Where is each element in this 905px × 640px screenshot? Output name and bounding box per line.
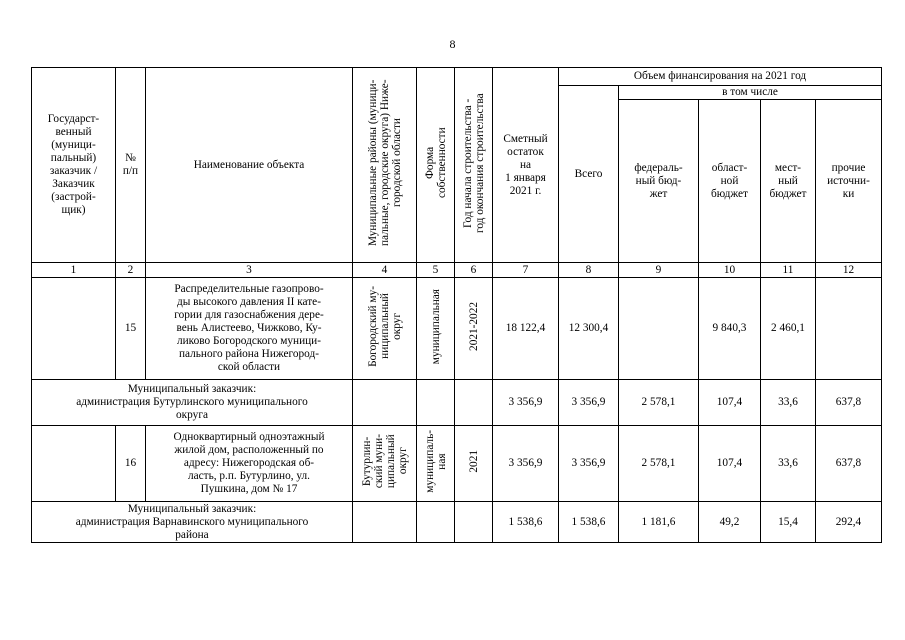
district-cell: Бутурлин- ский муни- ципальный округ [353, 426, 417, 502]
table-row-object-16 [32, 426, 882, 502]
federal-cell: 2 578,1 [619, 426, 699, 502]
customer-cell [32, 426, 116, 502]
estimate-cell: 1 538,6 [493, 502, 559, 543]
header-including: в том числе [619, 86, 882, 100]
total-cell: 12 300,4 [559, 278, 619, 380]
total-cell: 3 356,9 [559, 426, 619, 502]
header-local: мест- ный бюджет [761, 100, 816, 263]
column-number: 11 [761, 263, 816, 278]
years-cell: 2021 [455, 426, 493, 502]
column-number: 4 [353, 263, 417, 278]
district-cell [353, 380, 417, 426]
column-number: 7 [493, 263, 559, 278]
financing-table [31, 67, 882, 543]
header-regional: област- ной бюджет [699, 100, 761, 263]
table-row-customer-varnavino [32, 502, 882, 543]
column-number: 5 [417, 263, 455, 278]
header-ownership: Форма собственности [417, 68, 455, 263]
district-cell [353, 502, 417, 543]
header-total: Всего [559, 86, 619, 263]
column-number: 12 [816, 263, 882, 278]
column-number: 10 [699, 263, 761, 278]
district-cell: Богородский му- ниципальный округ [353, 278, 417, 380]
header-estimate: Сметный остаток на 1 января 2021 г. [493, 68, 559, 263]
ownership-cell: муниципаль- ная [417, 426, 455, 502]
table-row-object-15 [32, 278, 882, 380]
row-number: 15 [116, 278, 146, 380]
column-number: 3 [146, 263, 353, 278]
header-num: № п/п [116, 68, 146, 263]
header-object-name: Наименование объекта [146, 68, 353, 263]
years-cell [455, 380, 493, 426]
federal-cell [619, 278, 699, 380]
years-cell: 2021-2022 [455, 278, 493, 380]
regional-cell: 107,4 [699, 380, 761, 426]
object-name: Распределительные газопрово- ды высокого давления II кате- гории для газоснабжения дере- вень Алистеево, Чижково, Ку- ликово Богородского муници- пального района Нижегород- ской области [146, 278, 353, 380]
estimate-cell: 3 356,9 [493, 380, 559, 426]
local-cell: 2 460,1 [761, 278, 816, 380]
header-federal: федераль- ный бюд- жет [619, 100, 699, 263]
municipal-customer: Муниципальный заказчик: администрация Бутурлинского муниципального округа [32, 380, 353, 426]
other-cell: 637,8 [816, 380, 882, 426]
regional-cell: 107,4 [699, 426, 761, 502]
table-row-customer-buturlino [32, 380, 882, 426]
column-number-row [32, 263, 882, 278]
regional-cell: 49,2 [699, 502, 761, 543]
other-cell: 637,8 [816, 426, 882, 502]
regional-cell: 9 840,3 [699, 278, 761, 380]
estimate-cell: 3 356,9 [493, 426, 559, 502]
total-cell: 1 538,6 [559, 502, 619, 543]
municipal-customer: Муниципальный заказчик: администрация Варнавинского муниципального района [32, 502, 353, 543]
header-other: прочие источни- ки [816, 100, 882, 263]
other-cell: 292,4 [816, 502, 882, 543]
customer-cell [32, 278, 116, 380]
other-cell [816, 278, 882, 380]
header-district: Муниципальные районы (муници- пальные, городские округа) Ниже- городской области [353, 68, 417, 263]
row-number: 16 [116, 426, 146, 502]
column-number: 9 [619, 263, 699, 278]
header-years: Год начала строительства - год окончания строительства [455, 68, 493, 263]
column-number: 2 [116, 263, 146, 278]
local-cell: 33,6 [761, 426, 816, 502]
page-number: 8 [449, 37, 456, 51]
object-name: Одноквартирный одноэтажный жилой дом, расположенный по адресу: Нижегородская об- ласть, р.п. Бутурлино, ул. Пушкина, дом № 17 [146, 426, 353, 502]
ownership-cell [417, 502, 455, 543]
local-cell: 33,6 [761, 380, 816, 426]
years-cell [455, 502, 493, 543]
column-number: 1 [32, 263, 116, 278]
local-cell: 15,4 [761, 502, 816, 543]
ownership-cell [417, 380, 455, 426]
federal-cell: 1 181,6 [619, 502, 699, 543]
estimate-cell: 18 122,4 [493, 278, 559, 380]
ownership-cell: муниципальная [417, 278, 455, 380]
total-cell: 3 356,9 [559, 380, 619, 426]
header-funding-title: Объем финансирования на 2021 год [559, 68, 882, 86]
column-number: 8 [559, 263, 619, 278]
federal-cell: 2 578,1 [619, 380, 699, 426]
column-number: 6 [455, 263, 493, 278]
header-customer: Государст- венный (муници- пальный) заказчик / Заказчик (застрой- щик) [32, 68, 116, 263]
